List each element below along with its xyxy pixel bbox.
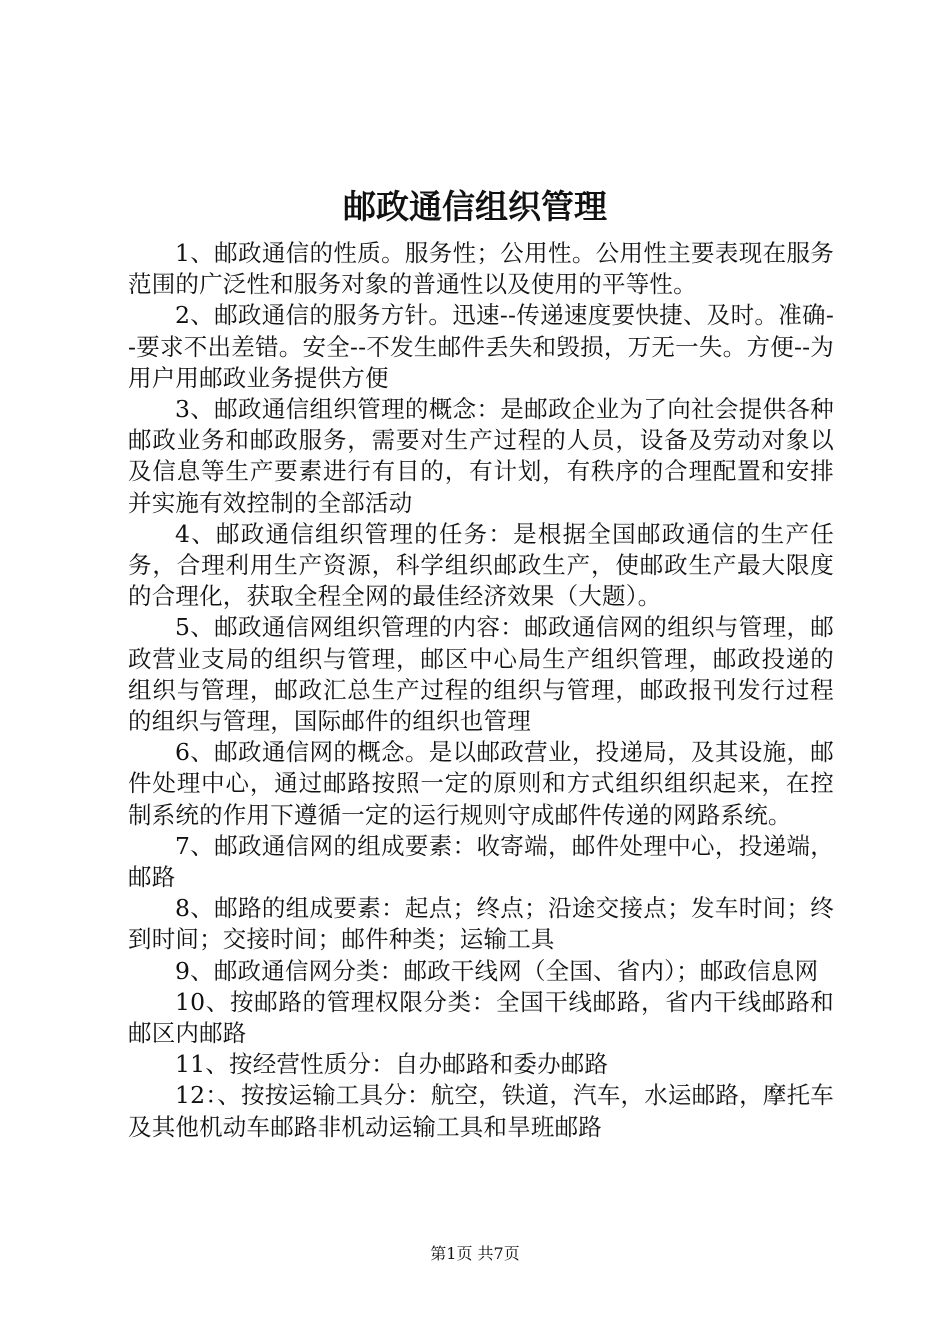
page-footer: 第1页 共7页 bbox=[430, 1244, 520, 1263]
paragraph-4: 4、邮政通信组织管理的任务：是根据全国邮政通信的生产任务，合理利用生产资源，科学组织邮政生产，使邮政生产最大限度的合理化，获取全程全网的最佳经济效果（大题）。 bbox=[128, 519, 834, 611]
paragraph-2: 2、邮政通信的服务方针。迅速--传递速度要快捷、及时。准确--要求不出差错。安全--不发生邮件丢失和毁损，万无一失。方便--为用户用邮政业务提供方便 bbox=[128, 301, 834, 392]
paragraph-11: 11、按经营性质分：自办邮路和委办邮路 bbox=[175, 1050, 609, 1079]
paragraph-10: 10、按邮路的管理权限分类：全国干线邮路，省内干线邮路和邮区内邮路 bbox=[128, 987, 834, 1048]
paragraph-7: 7、邮政通信网的组成要素：收寄端，邮件处理中心，投递端，邮路 bbox=[128, 831, 834, 892]
paragraph-3: 3、邮政通信组织管理的概念：是邮政企业为了向社会提供各种邮政业务和邮政服务，需要对生产过程的人员，设备及劳动对象以及信息等生产要素进行有目的，有计划，有秩序的合理配置和安排并实施有效控制的全部活动 bbox=[128, 395, 834, 517]
document-body bbox=[128, 238, 834, 1143]
paragraph-9: 9、邮政通信网分类：邮政干线网（全国、省内）；邮政信息网 bbox=[175, 956, 819, 985]
document-title: 邮政通信组织管理 bbox=[343, 187, 607, 226]
paragraph-8: 8、邮路的组成要素：起点；终点；沿途交接点；发车时间；终到时间；交接时间；邮件种类；运输工具 bbox=[128, 894, 834, 954]
paragraph-12: 12：、按按运输工具分：航空，铁道，汽车，水运邮路，摩托车及其他机动车邮路非机动运输工具和旱班邮路 bbox=[128, 1081, 834, 1141]
paragraph-1: 1、邮政通信的性质。服务性；公用性。公用性主要表现在服务范围的广泛性和服务对象的普通性以及使用的平等性。 bbox=[128, 239, 834, 299]
paragraph-5: 5、邮政通信网组织管理的内容：邮政通信网的组织与管理，邮政营业支局的组织与管理，邮区中心局生产组织管理，邮政投递的组织与管理，邮政汇总生产过程的组织与管理，邮政报刊发行过程的组织与管理，国际邮件的组织也管理 bbox=[128, 613, 834, 736]
paragraph-6: 6、邮政通信网的概念。是以邮政营业，投递局，及其设施，邮件处理中心，通过邮路按照一定的原则和方式组织组织起来，在控制系统的作用下遵循一定的运行规则守成邮件传递的网路系统。 bbox=[128, 738, 834, 829]
